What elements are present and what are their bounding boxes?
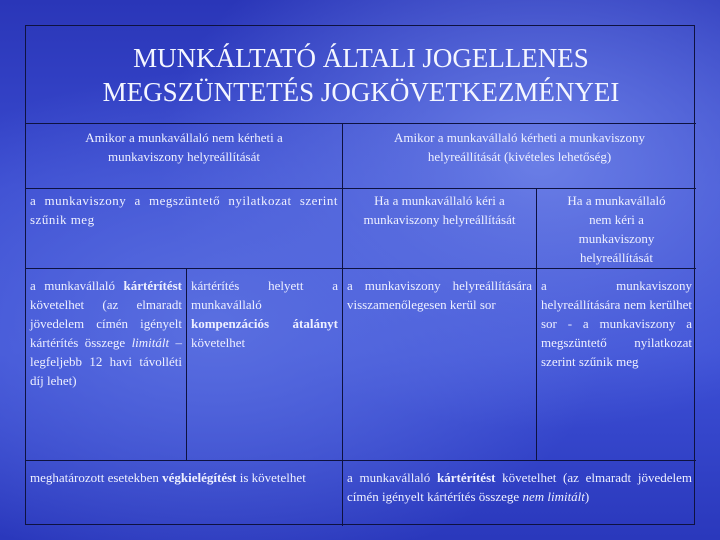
- damages-limited-cell: [26, 274, 186, 460]
- termination-effective-cell: a munkaviszony a megszüntető nyilatkozat szerint szűnik meg: [30, 193, 338, 227]
- no-reinstatement-request-cell: Ha a munkavállaló nem kéri a munkaviszony helyreállítását: [567, 193, 666, 265]
- no-reinstatement-cell: a munkaviszony helyreállítására nem kerülhet sor - a munkaviszony a megszüntető nyilatkozat szerint szűnik meg: [541, 278, 692, 369]
- title-line-1: MUNKÁLTATÓ ÁLTALI JOGELLENES: [133, 42, 589, 73]
- header-cannot-request: Amikor a munkavállaló nem kérheti a munkaviszony helyreállítását: [85, 130, 283, 164]
- grid-line: [26, 460, 696, 461]
- text-span: követelhet: [191, 335, 246, 350]
- retroactive-reinstatement-cell: a munkaviszony helyreállítására visszamenőlegesen kerül sor: [347, 278, 532, 312]
- text-span: is követelhet: [236, 470, 306, 485]
- text-span: követelhet (az elmaradt jövedelem címén igényelt kártérítés összege: [347, 470, 692, 504]
- content-table: [25, 25, 695, 525]
- title-line-2: MEGSZÜNTETÉS JOGKÖVETKEZMÉNYEI: [102, 76, 620, 107]
- compensation-emphasis: kompenzációs átalányt: [191, 316, 338, 331]
- text-span: a munkavállaló: [347, 470, 437, 485]
- text-span: – legfeljebb 12 havi távolléti díj lehet): [30, 335, 183, 388]
- header-can-request: Amikor a munkavállaló kérheti a munkaviszony helyreállítását (kivételes lehetőség): [394, 130, 645, 164]
- text-span: a munkavállaló: [30, 278, 124, 293]
- limited-emphasis: limitált: [131, 335, 170, 350]
- slide-title: [26, 26, 696, 124]
- unlimited-emphasis: nem limitált: [522, 489, 585, 504]
- severance-emphasis: végkielégítést: [162, 470, 237, 485]
- text-span: kártérítés helyett a munkavállaló: [191, 278, 338, 312]
- unlimited-damages-cell: [343, 466, 696, 526]
- requests-reinstatement-cell: Ha a munkavállaló kéri a munkaviszony helyreállítását: [363, 193, 516, 227]
- grid-line: [26, 268, 696, 269]
- text-span: ): [584, 489, 590, 504]
- damages-emphasis: kártérítést: [123, 278, 182, 293]
- damages-emphasis: kártérítést: [436, 470, 496, 485]
- severance-cell: [26, 466, 342, 526]
- text-span: követelhet (az elmaradt jövedelem címén igényelt kártérítés összege: [30, 297, 182, 350]
- text-span: meghatározott esetekben: [30, 470, 163, 485]
- compensation-cell: [187, 274, 342, 460]
